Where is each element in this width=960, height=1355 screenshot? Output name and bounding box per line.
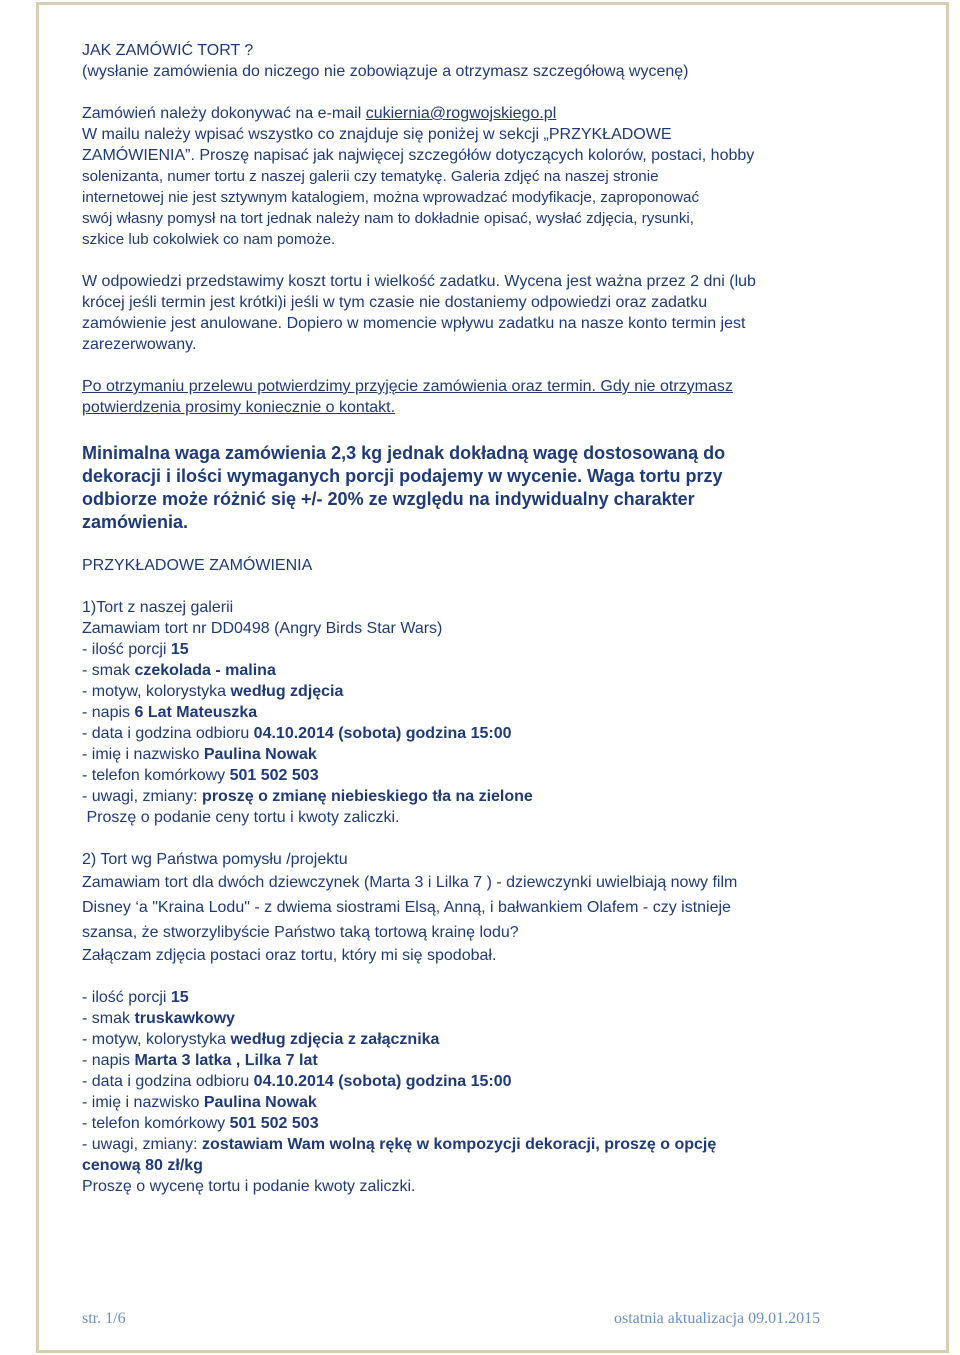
example2-desc: Zamawiam tort dla dwóch dziewczynek (Marta 3 i Lilka 7 ) - dziewczynki uwielbiają nowy film [82,874,738,891]
example1-field: - napis 6 Lat Mateuszka [82,704,258,721]
para-line: W mailu należy wpisać wszystko co znajduje się poniżej w sekcji „PRZYKŁADOWE [82,126,672,143]
page-number: str. 1/6 [82,1310,126,1327]
para-line: W odpowiedzi przedstawimy koszt tortu i wielkość zadatku. Wycena jest ważna przez 2 dni (lub [82,273,756,290]
example2-field: - telefon komórkowy 501 502 503 [82,1115,319,1132]
page-title: JAK ZAMÓWIĆ TORT ? [82,42,254,59]
confirmation-note: potwierdzenia prosimy koniecznie o kontakt. [82,399,396,416]
example1-field: - ilość porcji 15 [82,641,189,658]
weight-notice: Minimalna waga zamówienia 2,3 kg jednak dokładną wagę dostosowaną do [82,443,726,463]
para-line: zamówienie jest anulowane. Dopiero w momencie wpływu zadatku na nasze konto termin jest [82,315,746,332]
example1-field: - data i godzina odbioru 04.10.2014 (sobota) godzina 15:00 [82,725,512,742]
example2-field: cenową 80 zł/kg [82,1157,203,1174]
para-line: solenizanta, numer tortu z naszej galerii czy tematykę. Galeria zdjęć na naszej stronie [82,168,659,185]
email-link[interactable]: cukiernia@rogwojskiego.pl [365,105,557,122]
example2-field: - napis Marta 3 latka , Lilka 7 lat [82,1052,318,1069]
weight-notice: zamówienia. [82,512,189,532]
para-line: internetowej nie jest sztywnym katalogiem, można wprowadzać modyfikacje, zaproponować [82,189,700,206]
example2-desc: Disney ‘a "Kraina Lodu" - z dwiema siostrami Elsą, Anną, i bałwankiem Olafem - czy istnieje [82,899,731,916]
example1-field: - motyw, kolorystyka według zdjęcia [82,683,344,700]
weight-notice: odbiorze może różnić się +/- 20% ze względu na indywidualny charakter [82,489,695,509]
example2-field: - smak truskawkowy [82,1010,235,1027]
example1-closing: Proszę o podanie ceny tortu i kwoty zaliczki. [82,809,400,826]
document-body [82,40,882,1197]
example2-field: - ilość porcji 15 [82,989,189,1006]
example2-field: - motyw, kolorystyka według zdjęcia z załącznika [82,1031,440,1048]
example2-heading: 2) Tort wg Państwa pomysłu /projektu [82,851,348,868]
example1-order: Zamawiam tort nr DD0498 (Angry Birds Star Wars) [82,620,443,637]
page-subtitle: (wysłanie zamówienia do niczego nie zobowiązuje a otrzymasz szczegółową wycenę) [82,63,689,80]
para-line: swój własny pomysł na tort jednak należy nam to dokładnie opisać, wysłać zdjęcia, rysunki, [82,210,695,227]
example2-closing: Proszę o wycenę tortu i podanie kwoty zaliczki. [82,1178,416,1195]
weight-notice: dekoracji i ilości wymaganych porcji podajemy w wycenie. Waga tortu przy [82,466,723,486]
examples-heading: PRZYKŁADOWE ZAMÓWIENIA [82,557,313,574]
confirmation-note: Po otrzymaniu przelewu potwierdzimy przyjęcie zamówienia oraz termin. Gdy nie otrzymasz [82,378,733,395]
example2-field: - uwagi, zmiany: zostawiam Wam wolną rękę w kompozycji dekoracji, proszę o opcję [82,1136,717,1153]
example1-heading: 1)Tort z naszej galerii [82,599,234,616]
example1-field: - telefon komórkowy 501 502 503 [82,767,319,784]
para-line: szkice lub cokolwiek co nam pomoże. [82,231,336,248]
last-updated: ostatnia aktualizacja 09.01.2015 [614,1310,821,1327]
example1-field: - uwagi, zmiany: proszę o zmianę niebieskiego tła na zielone [82,788,533,805]
email-line: Zamówień należy dokonywać na e-mail cukiernia@rogwojskiego.pl [82,105,557,122]
para-line: krócej jeśli termin jest krótki)i jeśli w tym czasie nie dostaniemy odpowiedzi oraz zadatku [82,294,708,311]
para-line: ZAMÓWIENIA”. Proszę napisać jak najwięcej szczegółów dotyczących kolorów, postaci, hobby [82,147,755,164]
example2-desc: szansa, że stworzylibyście Państwo taką tortową krainę lodu? [82,924,519,941]
example2-field: - data i godzina odbioru 04.10.2014 (sobota) godzina 15:00 [82,1073,512,1090]
para-line: zarezerwowany. [82,336,197,353]
example2-desc: Załączam zdjęcia postaci oraz tortu, który mi się spodobał. [82,947,497,964]
example1-field: - smak czekolada - malina [82,662,276,679]
example1-field: - imię i nazwisko Paulina Nowak [82,746,317,763]
example2-field: - imię i nazwisko Paulina Nowak [82,1094,317,1111]
